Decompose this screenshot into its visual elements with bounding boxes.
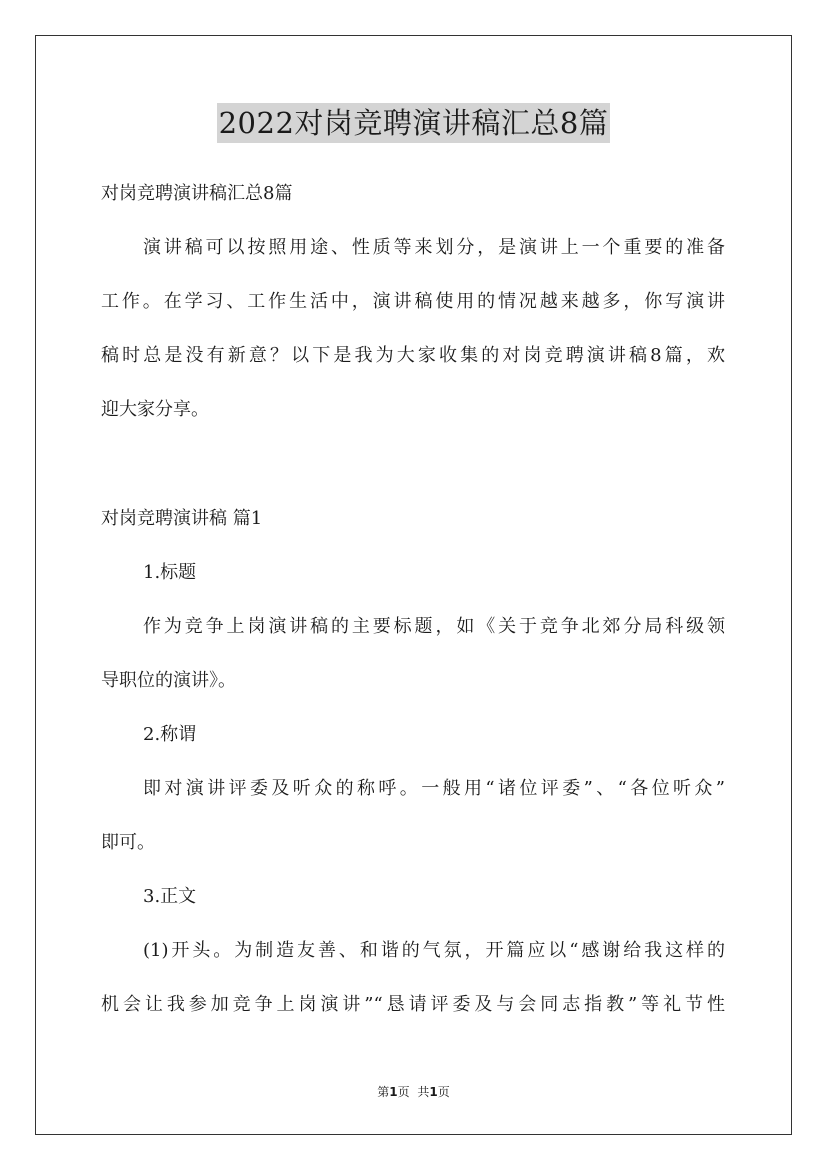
document-subtitle: 对岗竞聘演讲稿汇总8篇: [101, 183, 293, 204]
intro-line-1: 演讲稿可以按照用途、性质等来划分，是演讲上一个重要的准备: [143, 237, 725, 258]
item3-line-1: (1)开头。为制造友善、和谐的气氛，开篇应以“感谢给我这样的: [143, 940, 725, 961]
item1-heading: 1.标题: [143, 562, 197, 583]
footer-page-suffix: 页: [397, 1085, 410, 1099]
item2-line-2: 即可。: [101, 832, 155, 853]
section-heading: 对岗竞聘演讲稿 篇1: [101, 508, 263, 529]
item3-heading: 3.正文: [143, 886, 197, 907]
footer-total-number: 1: [429, 1085, 438, 1099]
intro-line-2: 工作。在学习、工作生活中，演讲稿使用的情况越来越多，你写演讲: [101, 291, 725, 312]
footer-page-prefix: 第: [377, 1085, 390, 1099]
item1-line-2: 导职位的演讲》。: [101, 670, 236, 691]
intro-line-4: 迎大家分享。: [101, 399, 209, 420]
document-title-text: 2022对岗竞聘演讲稿汇总8篇: [217, 103, 611, 143]
page-footer: [0, 1084, 827, 1100]
document-title: [0, 103, 827, 143]
item3-line-2: 机会让我参加竞争上岗演讲”“恳请评委及与会同志指教”等礼节性: [101, 994, 725, 1015]
footer-total-suffix: 页: [437, 1085, 450, 1099]
footer-page-number: 1: [389, 1085, 398, 1099]
item2-line-1: 即对演讲评委及听众的称呼。一般用“诸位评委”、“各位听众”: [143, 778, 725, 799]
footer-total-prefix: 共: [417, 1085, 430, 1099]
item1-line-1: 作为竞争上岗演讲稿的主要标题，如《关于竞争北郊分局科级领: [143, 616, 725, 637]
intro-line-3: 稿时总是没有新意？以下是我为大家收集的对岗竞聘演讲稿8篇，欢: [101, 345, 725, 366]
item2-heading: 2.称谓: [143, 724, 197, 745]
